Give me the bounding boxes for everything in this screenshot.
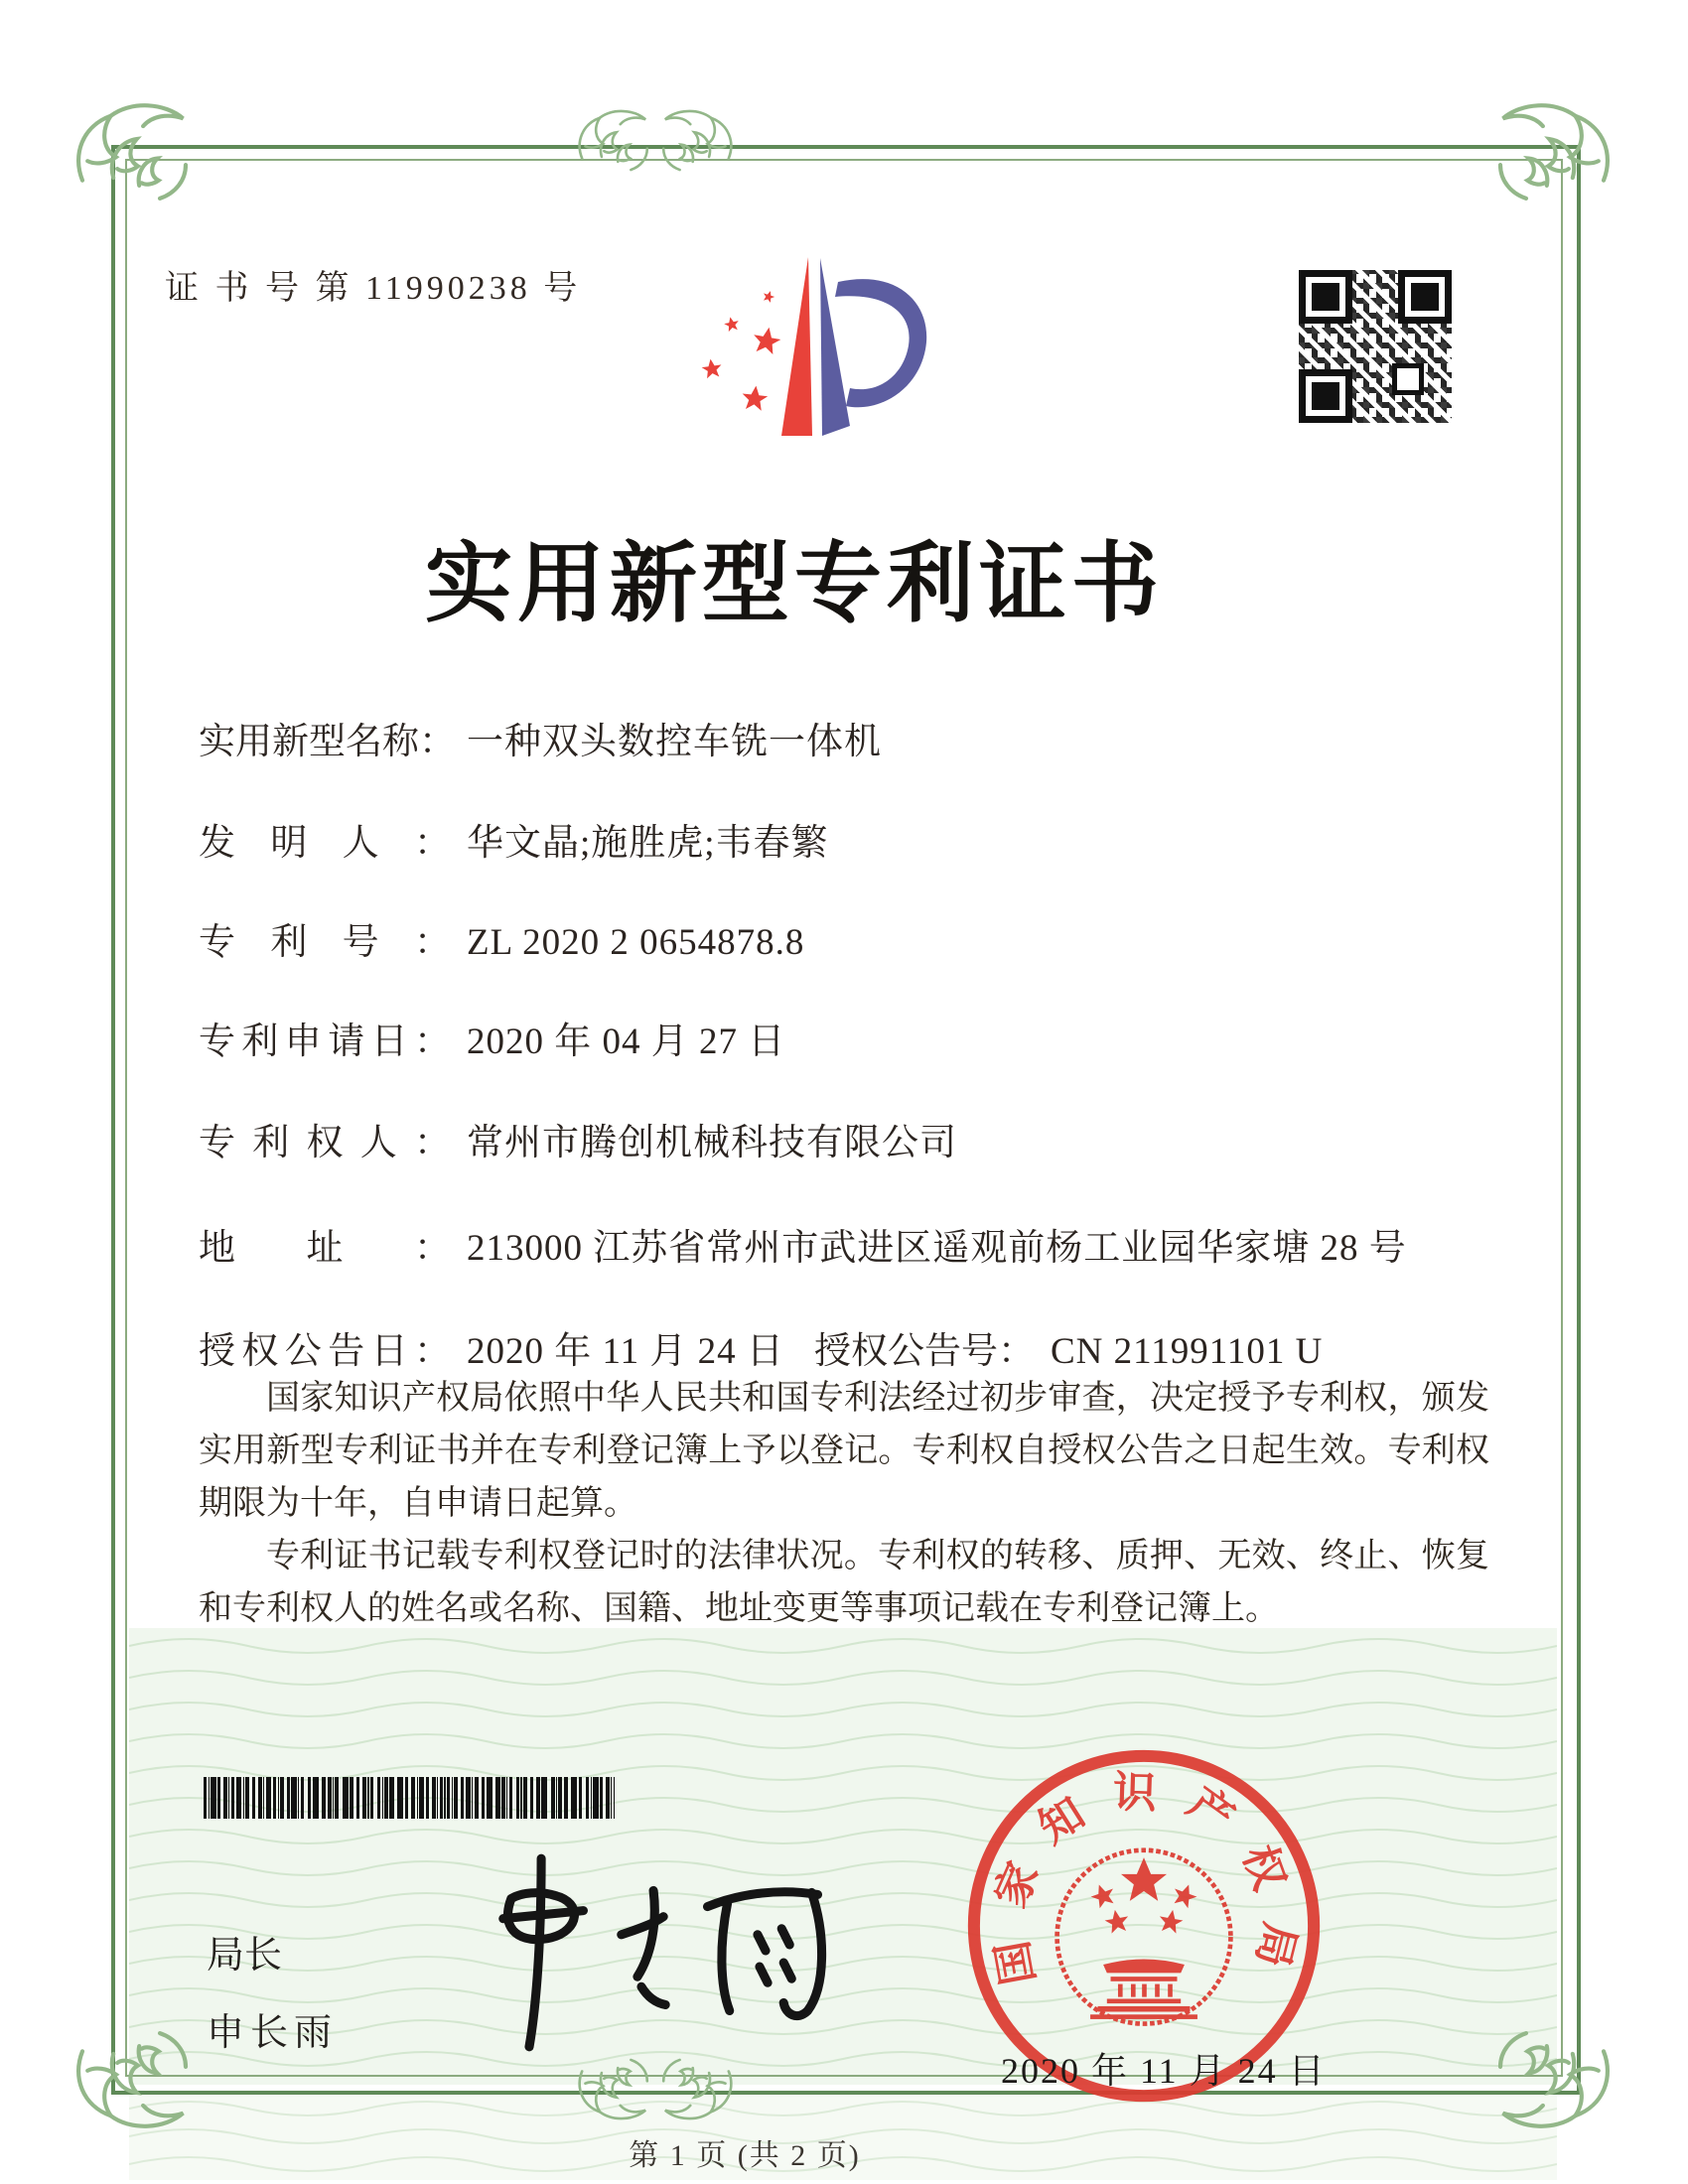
field-label: 专利权人： [199,1123,451,1163]
field-value: 华文晶;施胜虎;韦春繁 [467,823,829,864]
cnipa-patent-logo-icon [699,250,937,441]
qr-finder-top-left [1299,270,1352,324]
field-label: 专利申请日： [199,1022,451,1062]
field-label: 实用新型名称： [199,722,456,762]
officer-title: 局长 [207,1935,283,1977]
legal-text-block [199,1372,1489,1635]
field-value: 2020 年 11 月 24 日 [467,1331,784,1372]
shen-changyu-signature-icon [437,1839,854,2069]
grant-number-group [814,1320,1323,1374]
field-value: 2020 年 04 月 27 日 [467,1022,786,1062]
page-number: 第 1 页 (共 2 页) [629,2139,861,2172]
field-value: 一种双头数控车铣一体机 [467,722,882,762]
field-label: 专利号： [199,922,451,963]
seal-ring-text: 国家知识产权局 [984,1768,1304,1998]
officer-name: 申长雨 [207,2012,339,2054]
field-label: 地址： [199,1228,451,1269]
national-emblem-icon [1057,1850,1231,2024]
legal-paragraph-2: 专利证书记载专利权登记时的法律状况。专利权的转移、质押、无效、终止、恢复和专利权人的姓名或名称、国籍、地址变更等事项记载在专利登记簿上。 [199,1538,1489,1627]
grant-date-group [199,1331,784,1372]
field-row-patent-number [199,911,1499,965]
qr-finder-bottom-left [1299,369,1352,423]
certificate-number: 证 书 号 第 11990238 号 [165,270,582,307]
field-row-inventor [199,812,1499,866]
legal-paragraph-1: 国家知识产权局依照中华人民共和国专利法经过初步审查，决定授予专利权，颁发实用新型专利证书并在专利登记簿上予以登记。专利权自授权公告之日起生效。专利权期限为十年，自申请日起算。 [199,1380,1489,1522]
field-value: 常州市腾创机械科技有限公司 [467,1123,957,1163]
field-label: 授权公告号： [814,1331,1035,1372]
field-row-patentee [199,1112,1499,1165]
field-row-address [199,1217,1499,1271]
field-value: 213000 江苏省常州市武进区遥观前杨工业园华家塘 28 号 [467,1228,1407,1269]
seal-date: 2020 年 11 月 24 日 [1001,2051,1327,2091]
field-value: CN 211991101 U [1051,1331,1324,1372]
field-label: 发明人： [199,823,451,864]
barcode [204,1777,615,1819]
qr-finder-top-right [1398,270,1452,324]
qr-code [1293,264,1458,429]
field-row-name [199,711,1499,764]
field-row-grant [199,1320,1499,1374]
field-label: 授权公告日： [199,1331,451,1372]
qr-alignment-square [1392,363,1424,395]
certificate-title: 实用新型专利证书 [424,537,1164,633]
field-value: ZL 2020 2 0654878.8 [467,922,805,963]
field-row-filing-date [199,1011,1499,1064]
